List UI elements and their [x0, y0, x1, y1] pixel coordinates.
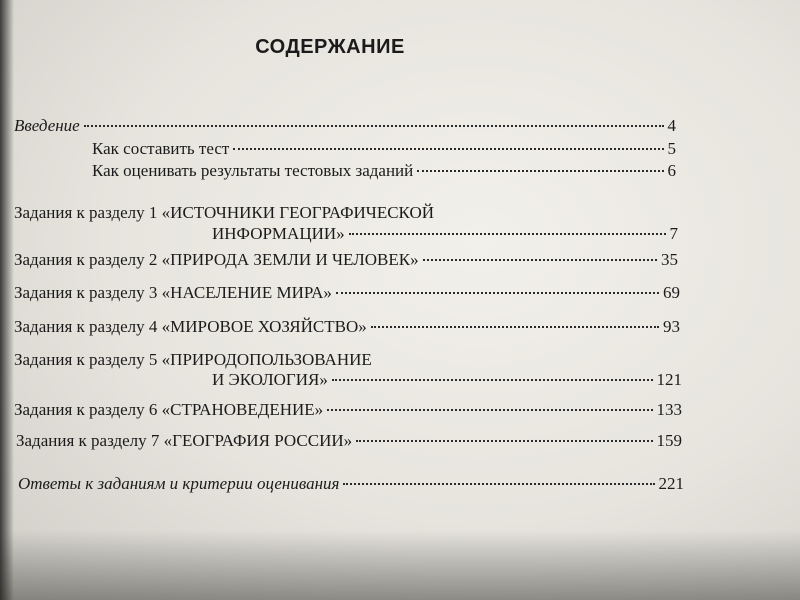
toc-page-number: 121: [656, 370, 682, 389]
toc-entry-label: ИНФОРМАЦИИ»: [212, 224, 345, 243]
dot-leader: [371, 326, 659, 328]
page-title: СОДЕРЖАНИЕ: [255, 36, 405, 58]
dot-leader: [84, 125, 664, 127]
toc-entry-label: Задания к разделу 7 «ГЕОГРАФИЯ РОССИИ»: [16, 431, 353, 450]
dot-leader: [332, 379, 653, 381]
toc-page-number: 221: [658, 474, 684, 493]
toc-page-number: 69: [663, 283, 680, 302]
toc-entry-section-5-line1[interactable]: Задания к разделу 5 «ПРИРОДОПОЛЬЗОВАНИЕ: [14, 350, 372, 369]
toc-entry-label: И ЭКОЛОГИЯ»: [212, 370, 328, 389]
toc-entry-label: Введение: [14, 116, 80, 135]
toc-page-number: 7: [669, 224, 678, 243]
page-bottom-shadow: [0, 530, 800, 600]
toc-entry-section-4[interactable]: [14, 317, 680, 337]
toc-entry-label: Задания к разделу 2 «ПРИРОДА ЗЕМЛИ И ЧЕЛОВЕК»: [14, 250, 419, 269]
toc-entry-section-6[interactable]: [14, 400, 682, 420]
toc-entry-label: Ответы к заданиям и критерии оценивания: [18, 474, 340, 493]
toc-page-number: 35: [661, 250, 678, 269]
dot-leader: [349, 233, 666, 235]
toc-entry-section-5[interactable]: [212, 370, 682, 390]
toc-entry-section-1-line1[interactable]: Задания к разделу 1 «ИСТОЧНИКИ ГЕОГРАФИЧЕСКОЙ: [14, 203, 435, 222]
toc-entry-section-2[interactable]: [14, 250, 678, 270]
toc-entry-how-to-compose[interactable]: [92, 139, 676, 159]
toc-entry-how-to-evaluate[interactable]: [92, 161, 676, 181]
dot-leader: [327, 409, 652, 411]
toc-entry-section-1[interactable]: [212, 224, 678, 244]
toc-page-number: 93: [663, 317, 680, 336]
toc-page-number: 133: [656, 400, 682, 419]
dot-leader: [356, 440, 652, 442]
toc-page-number: 6: [667, 161, 676, 180]
toc-page-number: 5: [667, 139, 676, 158]
toc-entry-section-7[interactable]: [16, 431, 682, 451]
toc-entry-label: Задания к разделу 6 «СТРАНОВЕДЕНИЕ»: [14, 400, 324, 419]
toc-entry-introduction[interactable]: [14, 116, 676, 136]
toc-page-number: 4: [667, 116, 676, 135]
dot-leader: [233, 148, 663, 150]
toc-entry-label: Как составить тест: [92, 139, 230, 158]
page-edge-shadow: [0, 0, 14, 600]
toc-entry-label: Задания к разделу 4 «МИРОВОЕ ХОЗЯЙСТВО»: [14, 317, 367, 336]
dot-leader: [336, 292, 659, 294]
toc-entry-label: Как оценивать результаты тестовых заданий: [92, 161, 414, 180]
dot-leader: [343, 483, 654, 485]
dot-leader: [417, 170, 663, 172]
dot-leader: [423, 259, 657, 261]
toc-entry-answers[interactable]: [18, 474, 684, 494]
toc-page-number: 159: [656, 431, 682, 450]
toc-entry-label: Задания к разделу 3 «НАСЕЛЕНИЕ МИРА»: [14, 283, 332, 302]
toc-entry-section-3[interactable]: [14, 283, 680, 303]
